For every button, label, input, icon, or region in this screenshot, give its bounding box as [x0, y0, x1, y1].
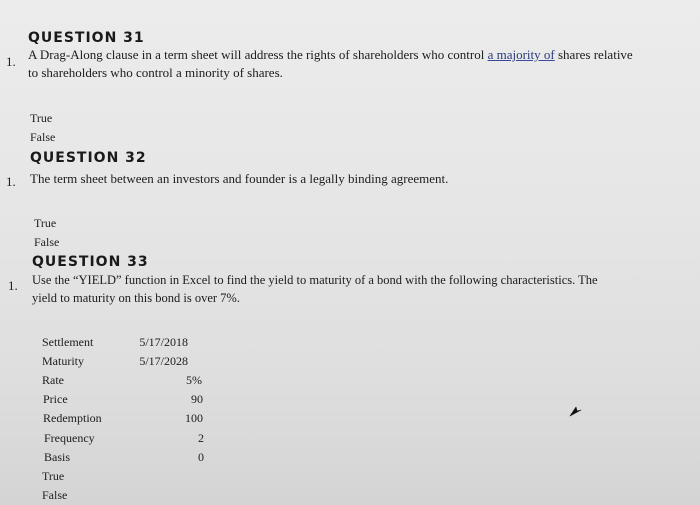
row-label-basis: Basis	[44, 450, 71, 464]
question-33-text-line2: yield to maturity on this bond is over 7%.	[32, 291, 240, 305]
row-label-frequency: Frequency	[44, 431, 95, 445]
question-31-text	[28, 46, 633, 64]
question-32-number: 1.	[6, 174, 16, 189]
question-31-text-end: shares relative	[554, 47, 633, 62]
q31-option-false[interactable]: False	[30, 130, 56, 144]
row-label-redemption: Redemption	[43, 411, 102, 425]
mouse-pointer-icon	[568, 402, 584, 418]
row-value-price: 90	[191, 392, 203, 406]
question-31-text-line2: to shareholders who control a minority of shares.	[28, 65, 283, 80]
question-31-number: 1.	[6, 54, 16, 69]
row-value-settlement: 5/17/2018	[139, 335, 188, 349]
question-33-title: QUESTION 33	[32, 254, 149, 270]
q33-option-false[interactable]: False	[42, 488, 68, 502]
q31-option-true[interactable]: True	[30, 111, 53, 125]
row-value-basis: 0	[198, 450, 204, 464]
row-value-frequency: 2	[198, 431, 204, 445]
question-31-underlined-phrase: a majority of	[487, 47, 555, 62]
row-value-redemption: 100	[185, 411, 203, 425]
question-31-title: QUESTION 31	[28, 30, 145, 46]
question-33-text: Use the “YIELD” function in Excel to find the yield to maturity of a bond with the following characteristics. The	[32, 273, 598, 287]
row-label-maturity: Maturity	[42, 354, 84, 368]
row-label-price: Price	[43, 392, 68, 406]
q33-option-true[interactable]: True	[42, 469, 65, 483]
row-value-maturity: 5/17/2028	[139, 354, 188, 368]
q32-option-false[interactable]: False	[34, 235, 60, 249]
question-32-title: QUESTION 32	[30, 150, 147, 166]
row-value-rate: 5%	[186, 373, 202, 387]
question-31-text-start: A Drag-Along clause in a term sheet will address the rights of shareholders who control	[28, 47, 488, 62]
question-33-number: 1.	[8, 278, 18, 293]
row-label-rate: Rate	[42, 373, 64, 387]
q32-option-true[interactable]: True	[34, 216, 57, 230]
row-label-settlement: Settlement	[42, 335, 94, 349]
question-32-text: The term sheet between an investors and founder is a legally binding agreement.	[30, 171, 449, 186]
